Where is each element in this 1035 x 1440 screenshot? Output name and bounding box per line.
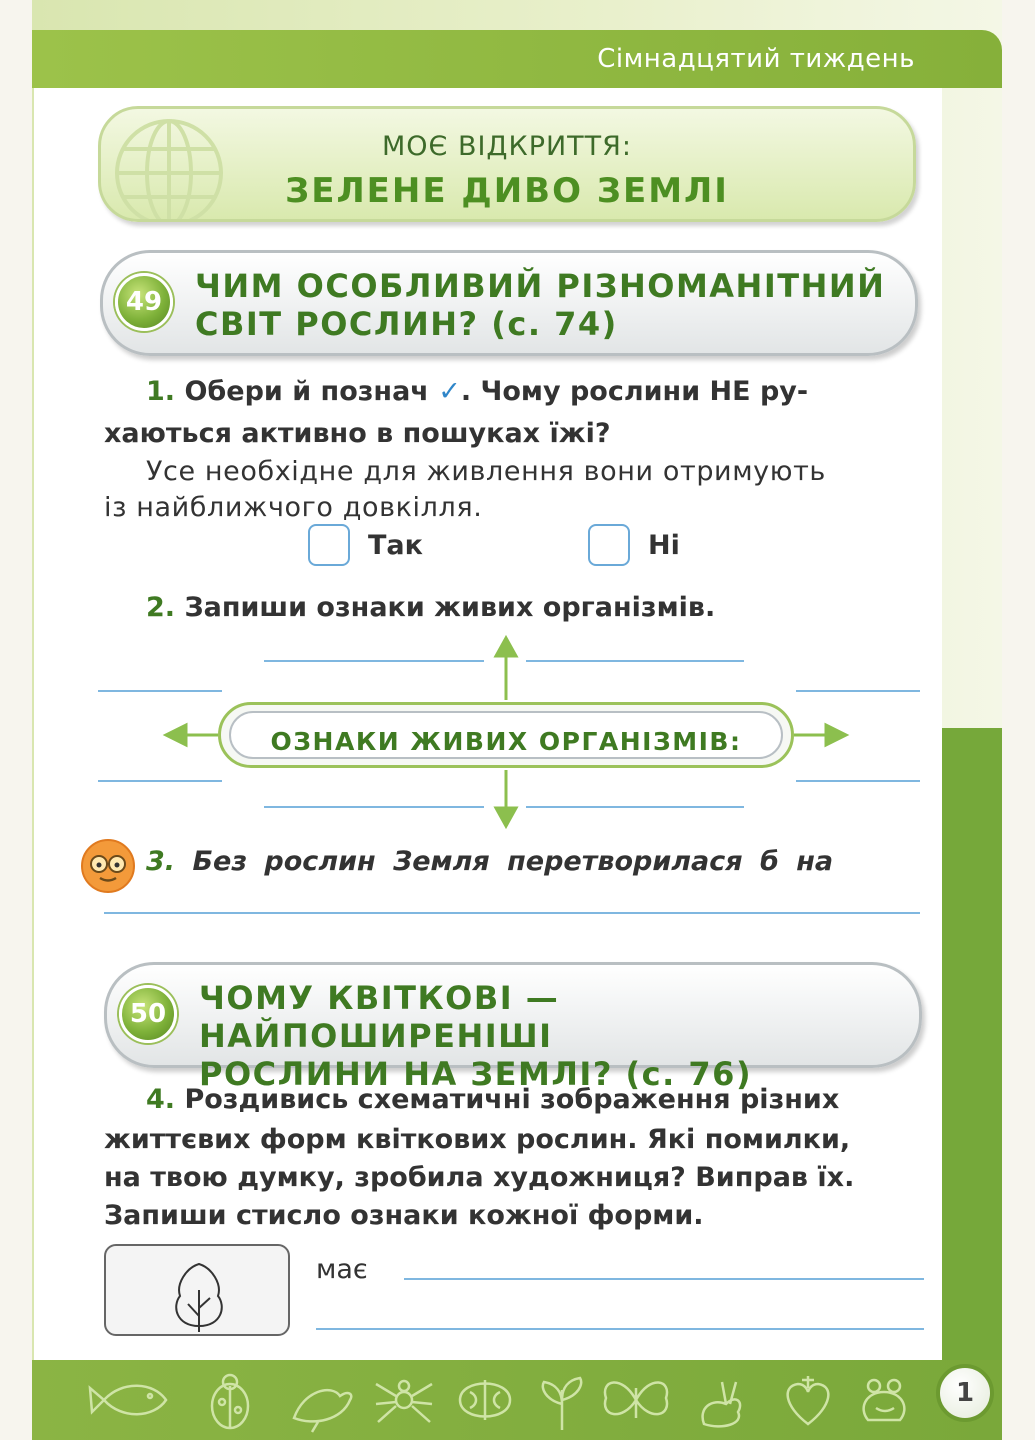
answer-line[interactable]	[796, 690, 920, 692]
footer-bar	[32, 1360, 1002, 1440]
answer-line[interactable]	[264, 806, 484, 808]
bird-icon	[294, 1390, 351, 1432]
signs-label-pill	[218, 702, 794, 768]
answer-line[interactable]	[404, 1278, 924, 1280]
task-text: Обери й познач	[184, 376, 429, 407]
task-4-line4: Запиши стисло ознаки кожної форми.	[104, 1200, 704, 1231]
task-4-prompt	[146, 1084, 839, 1115]
lesson-title: ЧИМ ОСОБЛИВИЙ РІЗНОМАНІТНИЙ СВІТ РОСЛИН? (с. 74)	[195, 267, 886, 343]
option-no-label: Ні	[648, 530, 680, 561]
lesson-title: ЧОМУ КВІТКОВІ — НАЙПОШИРЕНІШІ РОСЛИНИ НА ЗЕМЛІ? (с. 76)	[199, 979, 753, 1093]
checkbox-no[interactable]	[588, 524, 630, 566]
task-text: Роздивись схематичні зображення різних	[184, 1084, 840, 1115]
task-number: 4.	[146, 1084, 176, 1115]
option-yes-label: Так	[368, 530, 423, 561]
answer-line[interactable]	[316, 1328, 924, 1330]
heart-icon	[788, 1376, 829, 1424]
ladybug-icon	[212, 1375, 248, 1428]
brain-icon	[460, 1380, 510, 1420]
answer-line[interactable]	[264, 660, 484, 662]
task-number: 1.	[146, 376, 176, 407]
footer-icons	[32, 1360, 1002, 1440]
fish-icon	[90, 1386, 166, 1415]
signs-label: ОЗНАКИ ЖИВИХ ОРГАНІЗМІВ:	[270, 727, 742, 756]
task-number: 2.	[146, 592, 176, 623]
check-icon: ✓	[438, 376, 461, 407]
task-4-line2: життєвих форм квіткових рослин. Які помилки,	[104, 1124, 851, 1155]
task-1-prompt	[146, 376, 808, 407]
banner-subtitle: МОЄ ВІДКРИТТЯ:	[381, 131, 633, 162]
task-1-statement: Усе необхідне для живлення вони отримують	[146, 456, 826, 487]
rabbit-icon	[703, 1382, 740, 1426]
smart-face-icon	[80, 838, 136, 894]
task-text: Запиши ознаки живих організмів.	[184, 592, 716, 623]
has-label: має	[316, 1254, 368, 1285]
spider-icon	[376, 1381, 432, 1422]
side-band	[942, 728, 1002, 1360]
task-4-line3: на твою думку, зробила художниця? Виправ їх.	[104, 1162, 855, 1193]
answer-line[interactable]	[98, 780, 222, 782]
page-number: 1	[936, 1364, 994, 1422]
answer-line[interactable]	[796, 780, 920, 782]
answer-line[interactable]	[104, 912, 920, 914]
week-label: Сімнадцятий тиждень	[597, 44, 915, 74]
task-text: . Чому рослини НЕ ру-	[460, 376, 809, 407]
task-3-prompt	[146, 846, 833, 877]
lesson-49-header	[100, 250, 918, 356]
task-1-prompt-cont: хаються активно в пошуках їжі?	[104, 418, 611, 449]
answer-line[interactable]	[526, 660, 744, 662]
lesson-50-header	[104, 962, 922, 1093]
frog-icon	[864, 1380, 905, 1420]
answer-line[interactable]	[526, 806, 744, 808]
signs-label-inner	[229, 711, 783, 759]
butterfly-icon	[605, 1382, 667, 1418]
plant-icon	[543, 1378, 581, 1430]
tree-image-box	[104, 1244, 290, 1336]
task-number: 3.	[146, 846, 176, 877]
tree-icon	[106, 1246, 292, 1338]
lesson-number-badge: 50	[119, 985, 177, 1043]
task-text: Без рослин Земля перетворилася б на	[192, 846, 834, 877]
task-1-statement-cont: із найближчого довкілля.	[104, 492, 483, 523]
banner-title: ЗЕЛЕНЕ ДИВО ЗЕМЛІ	[285, 171, 729, 211]
task-2-prompt	[146, 592, 715, 623]
title-banner	[98, 106, 916, 222]
lesson-number-badge: 49	[115, 273, 173, 331]
answer-line[interactable]	[98, 690, 222, 692]
checkbox-yes[interactable]	[308, 524, 350, 566]
